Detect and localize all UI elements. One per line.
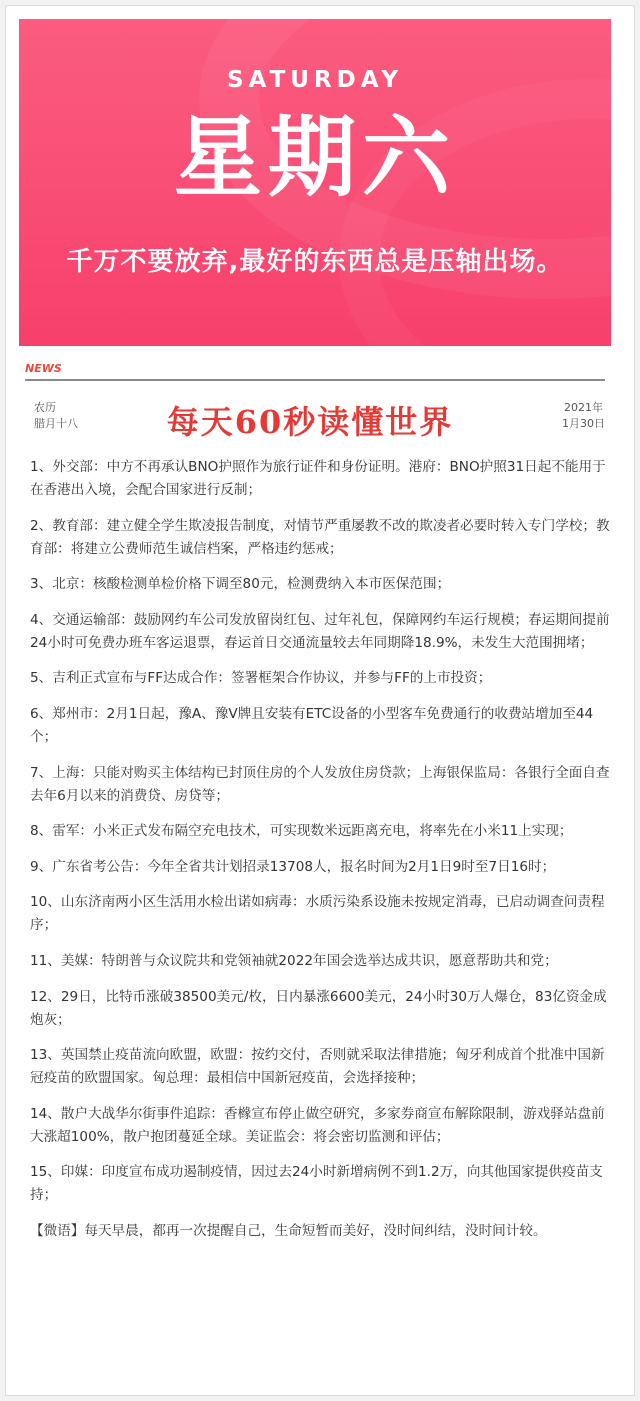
news-item: 12、29日，比特币涨破38500美元/枚，日内暴涨6600美元，24小时30万人爆仓，83亿资金成炮灰； [30,988,607,1028]
news-label: NEWS [25,362,62,375]
lunar-date-line1: 农历 [34,401,56,414]
lunar-date [34,400,78,432]
news-item: 2、教育部：建立健全学生欺凌报告制度，对情节严重屡教不改的欺凌者必要时转入专门学校；教育部：将建立公费师范生诚信档案，严格违约惩戒； [30,517,610,557]
news-item: 13、英国禁止疫苗流向欧盟，欧盟：按约交付，否则就采取法律措施；匈牙利成首个批准中国新冠疫苗的欧盟国家。匈总理：最相信中国新冠疫苗，会选择接种； [30,1047,605,1087]
news-list [30,456,610,1256]
news-item: 9、广东省考公告：今年全省共计划招录13708人，报名时间为2月1日9时至7日16时； [30,858,556,875]
banner-chinese-day: 星期六 [173,106,456,209]
news-item: 7、上海：只能对购买主体结构已封顶住房的个人发放住房贷款；上海银保监局：各银行全面自查去年6月以来的消费贷、房贷等； [30,764,610,804]
news-item: 8、雷军：小米正式发布隔空充电技术，可实现数米远距离充电，将率先在小米11上实现； [30,823,573,840]
news-item: 11、美媒：特朗普与众议院共和党领袖就2022年国会选举达成共识，愿意帮助共和党； [30,952,558,969]
news-item: 10、山东济南两小区生活用水检出诺如病毒：水质污染系设施未按规定消毒，已启动调查问责程序； [30,894,605,934]
news-item: 15、印媒：印度宣布成功遏制疫情，因过去24小时新增病例不到1.2万，向其他国家提供疫苗支持； [30,1164,603,1204]
divider [25,379,605,381]
lunar-date-line2: 腊月十八 [34,417,78,430]
news-item: 14、散户大战华尔街事件追踪：香橼宣布停止做空研究，多家券商宣布解除限制，游戏驿站盘前大涨超100%，散户抱团蔓延全球。美证监会：将会密切监测和评估； [30,1105,605,1145]
calendar-date-line2: 1月30日 [562,417,605,430]
day-banner [19,19,611,346]
closing-tip: 【微语】每天早晨，都再一次提醒自己，生命短暂而美好，没时间纠结，没时间计较。 [30,1222,547,1239]
page-title: 每天60秒读懂世界 [166,403,454,441]
news-item: 4、交通运输部：鼓励网约车公司发放留岗红包、过年礼包，保障网约车运行规模；春运期间提前24小时可免费办班车客运退票，春运首日交通流量较去年同期降18.9%，未发生大范围拥堵； [30,611,610,651]
news-item: 5、吉利正式宣布与FF达成合作：签署框架合作协议，并参与FF的上市投资； [30,670,492,687]
calendar-date [562,400,605,432]
calendar-date-line1: 2021年 [564,401,603,414]
news-item: 6、郑州市：2月1日起，豫A、豫V牌且安装有ETC设备的小型客车免费通行的收费站增加至44个； [30,705,594,745]
banner-english-day: SATURDAY [226,67,403,93]
news-item: 3、北京：核酸检测单检价格下调至80元，检测费纳入本市医保范围； [30,576,451,593]
banner-motto: 千万不要放弃,最好的东西总是压轴出场。 [66,247,564,277]
news-item: 1、外交部：中方不再承认BNO护照作为旅行证件和身份证明。港府：BNO护照31日起不能用于在香港出入境，会配合国家进行反制； [30,459,606,498]
